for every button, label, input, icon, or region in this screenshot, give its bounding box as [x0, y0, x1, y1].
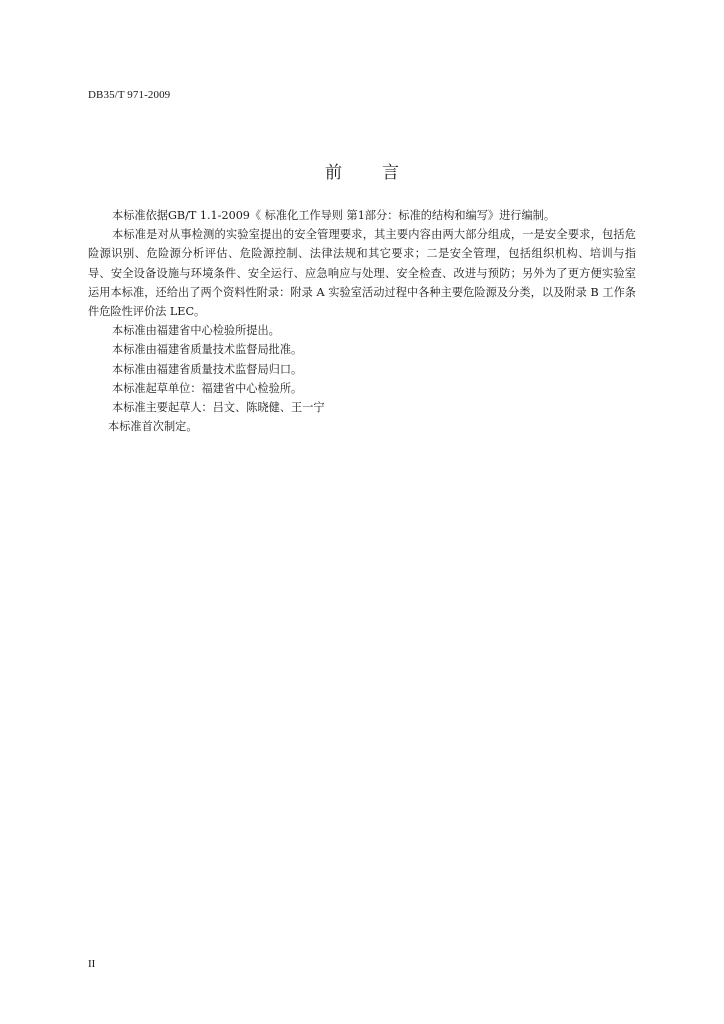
page-number: II [88, 958, 96, 970]
standard-code: DB35/T 971-2009 [88, 89, 171, 101]
paragraph-approver: 本标准由福建省质量技术监督局批准。 [112, 343, 303, 357]
foreword-body [88, 206, 636, 436]
paragraph-administrator: 本标准由福建省质量技术监督局归口。 [112, 362, 303, 376]
paragraph-drafting-unit: 本标准起草单位：福建省中心检验所。 [112, 381, 303, 395]
paragraph-content-summary: 本标准是对从事检测的实验室提出的安全管理要求，其主要内容由两大部分组成，一是安全要求，包括危险源识别、危险源分析评估、危险源控制、法律法规和其它要求；二是安全管理，包括组织机构、培训与指导、安全设备设施与环境条件、安全运行、应急响应与处理、安全检查、改进与预防；另外为了更方便实验室运用本标准，还给出了两个资料性附录：附录 A 实验室活动过程中各种主要危险源及分类，以及附录 B 工作条件危险性评价法 LEC。 [88, 228, 636, 319]
paragraph-first-edition: 本标准首次制定。 [108, 420, 198, 434]
title-char-2: 言 [382, 163, 399, 183]
page-title [0, 158, 724, 183]
paragraph-proposer: 本标准由福建省中心检验所提出。 [112, 324, 280, 338]
title-char-1: 前 [325, 163, 342, 183]
paragraph-drafters: 本标准主要起草人：吕文、陈晓健、王一宁 [112, 401, 325, 415]
paragraph-basis: 本标准依据GB/T 1.1-2009《 标准化工作导则 第1部分：标准的结构和编写》进行编制。 [112, 209, 556, 222]
